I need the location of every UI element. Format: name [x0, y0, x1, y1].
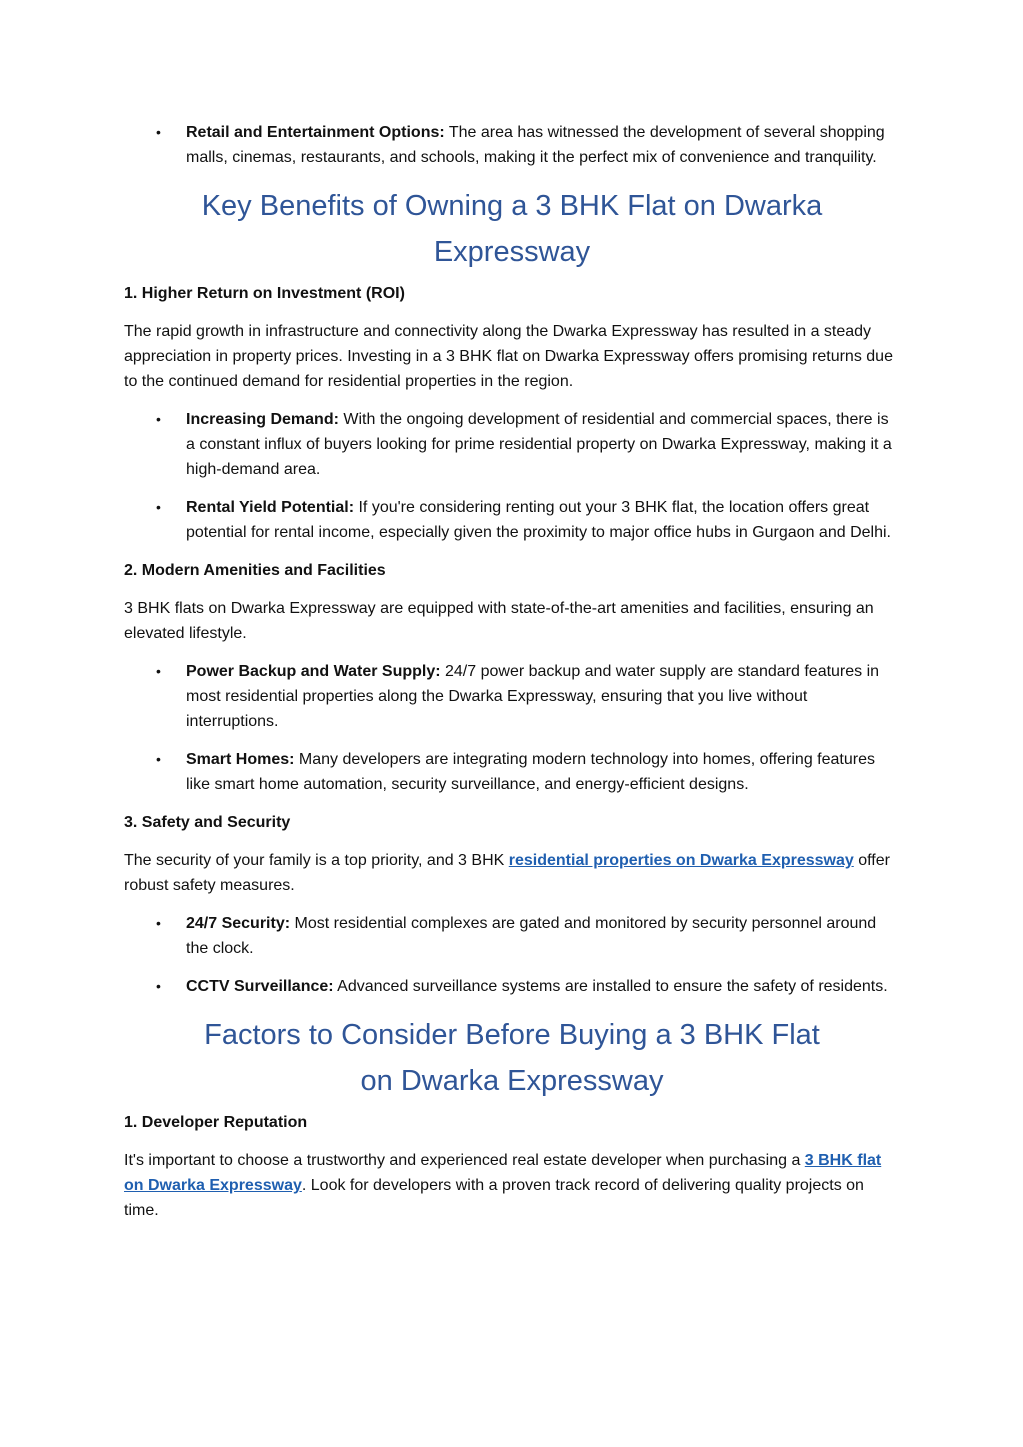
bullet-icon: • [156, 751, 161, 767]
safety-bullet-list [124, 911, 900, 999]
subheading-roi: 1. Higher Return on Investment (ROI) [124, 285, 405, 302]
amenities-bullet-list [124, 659, 900, 797]
list-item [124, 120, 900, 170]
list-item [124, 911, 900, 961]
paragraph-safety [124, 848, 900, 898]
paragraph-developer [124, 1148, 900, 1223]
roi-bullet-list [124, 407, 900, 545]
bullet-icon: • [156, 915, 161, 931]
paragraph-text: offer robust safety measures. [124, 852, 890, 894]
section-heading-key-benefits: Key Benefits of Owning a 3 BHK Flat on Dwarka Expressway [201, 190, 823, 268]
bullet-label: CCTV Surveillance: [186, 978, 334, 995]
bullet-label: Increasing Demand: [186, 411, 339, 428]
list-item [124, 974, 900, 999]
bullet-text: Most residential complexes are gated and monitored by security personnel around the clock. [186, 915, 877, 957]
document-content [124, 120, 900, 1236]
three-bhk-flat-link[interactable]: 3 BHK flat on Dwarka Expressway [124, 1152, 882, 1194]
paragraph-amenities: 3 BHK flats on Dwarka Expressway are equipped with state-of-the-art amenities and facilities, ensuring an elevated lifestyle. [124, 600, 874, 642]
bullet-label: Rental Yield Potential: [186, 499, 355, 516]
intro-bullet-list [124, 120, 900, 170]
section-heading-factors: Factors to Consider Before Buying a 3 BHK Flat on Dwarka Expressway [204, 1019, 820, 1097]
bullet-icon: • [156, 411, 161, 427]
bullet-text: If you're considering renting out your 3 BHK flat, the location offers great potential for rental income, especially given the proximity to major office hubs in Gurgaon and Delhi. [186, 499, 891, 541]
bullet-text: Many developers are integrating modern technology into homes, offering features like smart home automation, security surveillance, and energy-efficient designs. [186, 751, 875, 793]
residential-properties-link[interactable]: residential properties on Dwarka Expressway [508, 852, 854, 869]
bullet-icon: • [156, 978, 161, 994]
list-item [124, 747, 900, 797]
bullet-icon: • [156, 124, 161, 140]
bullet-text: The area has witnessed the development of several shopping malls, cinemas, restaurants, and schools, making it the perfect mix of convenience and tranquility. [186, 124, 885, 166]
bullet-icon: • [156, 663, 161, 679]
subheading-developer: 1. Developer Reputation [124, 1114, 308, 1131]
bullet-label: 24/7 Security: [186, 915, 291, 932]
bullet-label: Power Backup and Water Supply: [186, 663, 441, 680]
bullet-text: 24/7 power backup and water supply are standard features in most residential properties along the Dwarka Expressway, ensuring that you live without interruptions. [186, 663, 880, 730]
bullet-icon: • [156, 499, 161, 515]
bullet-text: Advanced surveillance systems are installed to ensure the safety of residents. [333, 978, 888, 995]
bullet-text: With the ongoing development of residential and commercial spaces, there is a constant influx of buyers looking for prime residential property on Dwarka Expressway, making it a high-demand area. [186, 411, 892, 478]
list-item [124, 407, 900, 482]
subheading-amenities: 2. Modern Amenities and Facilities [124, 562, 386, 579]
paragraph-roi: The rapid growth in infrastructure and connectivity along the Dwarka Expressway has resulted in a steady appreciation in property prices. Investing in a 3 BHK flat on Dwarka Expressway offers promising returns due to the continued demand for residential properties in the region. [124, 323, 893, 390]
paragraph-text: The security of your family is a top priority, and 3 BHK [124, 852, 509, 869]
list-item [124, 495, 900, 545]
bullet-label: Retail and Entertainment Options: [186, 124, 445, 141]
list-item [124, 659, 900, 734]
bullet-label: Smart Homes: [186, 751, 295, 768]
paragraph-text: It's important to choose a trustworthy and experienced real estate developer when purchasing a [124, 1152, 805, 1169]
paragraph-text: . Look for developers with a proven track record of delivering quality projects on time. [124, 1177, 864, 1219]
subheading-safety: 3. Safety and Security [124, 814, 291, 831]
